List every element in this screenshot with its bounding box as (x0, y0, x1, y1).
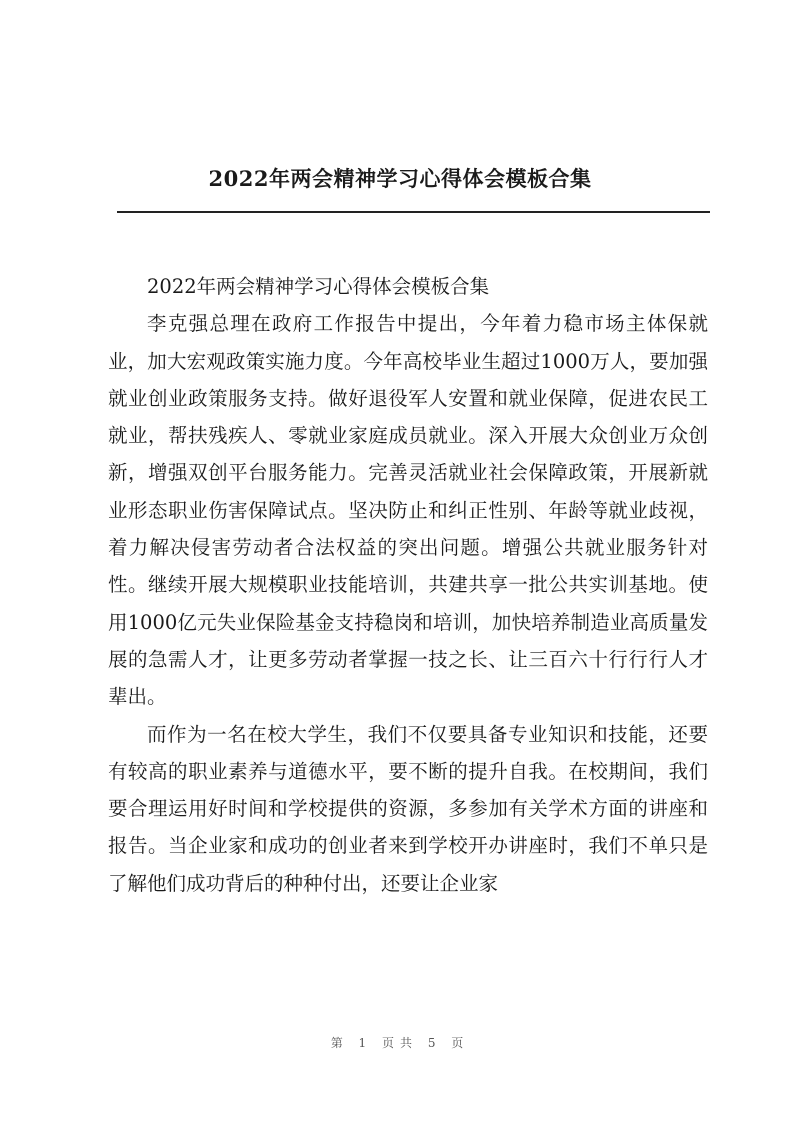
document-body (108, 268, 708, 902)
paragraph-student: 而作为一名在校大学生，我们不仅要具备专业知识和技能，还要有较高的职业素养与道德水平，要不断的提升自我。在校期间，我们要合理运用好时间和学校提供的资源，多参加有关学术方面的讲座和报告。当企业家和成功的创业者来到学校开办讲座时，我们不单只是了解他们成功背后的种种付出，还要让企业家 (108, 722, 708, 895)
title-divider (117, 211, 710, 213)
page-footer: 第 1 页共 5 页 (330, 1036, 470, 1050)
paragraph-policy: 李克强总理在政府工作报告中提出，今年着力稳市场主体保就业，加大宏观政策实施力度。今年高校毕业生超过1000万人，要加强就业创业政策服务支持。做好退役军人安置和就业保障，促进农民工就业，帮扶残疾人、零就业家庭成员就业。深入开展大众创业万众创新，增强双创平台服务能力。完善灵活就业社会保障政策，开展新就业形态职业伤害保障试点。坚决防止和纠正性别、年龄等就业歧视，着力解决侵害劳动者合法权益的突出问题。增强公共就业服务针对性。继续开展大规模职业技能培训，共建共享一批公共实训基地。使用1000亿元失业保险基金支持稳岗和培训，加快培养制造业高质量发展的急需人才，让更多劳动者掌握一技之长、让三百六十行行行人才辈出。 (108, 312, 708, 709)
document-title: 2022年两会精神学习心得体会模板合集 (208, 166, 592, 191)
paragraph-heading: 2022年两会精神学习心得体会模板合集 (147, 275, 490, 298)
